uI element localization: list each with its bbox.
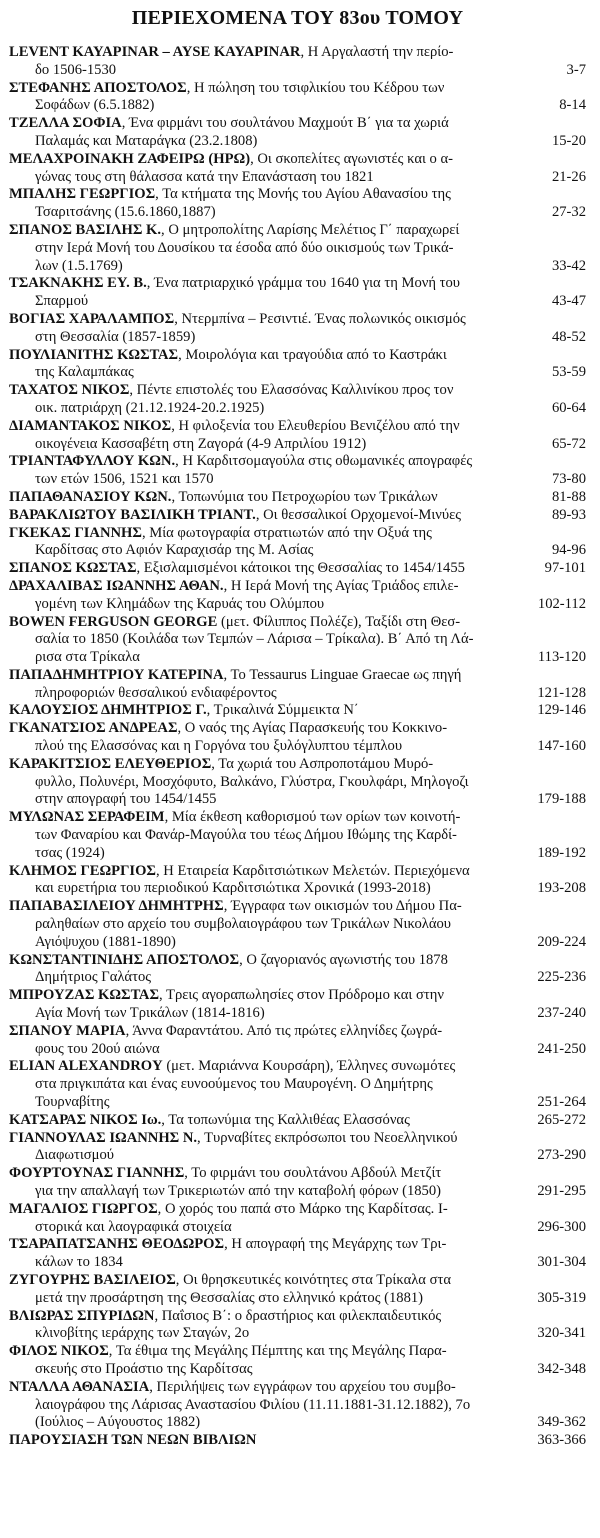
toc-entry	[9, 1201, 586, 1237]
toc-title-text: , Άννα Φαραντάτου. Από τις πρώτες ελληνίδες ζωγρά-	[125, 1022, 443, 1039]
toc-entry-first-line	[9, 222, 520, 240]
toc-author: ΠΟΥΛΙΑΝΙΤΗΣ ΚΩΣΤΑΣ	[9, 346, 179, 363]
toc-title-text: , Παΐσιος Β΄: ο δραστήριος και φιλεκπαιδευτικός	[154, 1307, 442, 1324]
toc-title-continuation: γώνας τους στη θάλασσα κατά την Επανάσταση του 1821	[35, 168, 374, 185]
toc-entry-first-line	[9, 702, 520, 720]
toc-author: ΣΠΑΝΟΥ ΜΑΡΙΑ	[9, 1022, 126, 1039]
toc-title-text: , Η πώληση του τσιφλικίου του Κέδρου των	[186, 79, 445, 96]
toc-title-text: , Το Tessaurus Linguae Graecae ως πηγή	[223, 666, 462, 683]
toc-title-continuation: στη Θεσσαλία (1857-1859)	[35, 328, 196, 345]
toc-entry	[9, 720, 586, 756]
toc-author: ΜΕΛΑΧΡΟΙΝΑΚΗ ΖΑΦΕΙΡΩ (ΗΡΩ)	[9, 150, 251, 167]
toc-page-range: 73-80	[551, 471, 586, 488]
toc-title-continuation: κάλων το 1834	[35, 1254, 123, 1271]
toc-author: ΠΑΠΑΘΑΝΑΣΙΟΥ ΚΩΝ.	[9, 488, 172, 505]
toc-page-range: 209-224	[537, 933, 586, 950]
toc-page-range: 89-93	[551, 506, 586, 523]
toc-page-range: 113-120	[537, 649, 586, 666]
toc-title-continuation: τσας (1924)	[35, 844, 105, 861]
toc-title-text: , Τοπωνύμια του Πετροχωρίου των Τρικάλων	[171, 488, 438, 505]
toc-entry	[9, 756, 586, 809]
toc-title-text: , Η Αργαλαστή την περίο-	[300, 44, 454, 60]
toc-title-text: , Η Εταιρεία Καρδιτσιώτικων Μελετών. Περιεχόμενα	[155, 862, 470, 879]
toc-title-continuation: στην Ιερά Μονή του Δουσίκου τα έσοδα από δύο οικισμούς των Τρικά-	[35, 239, 454, 256]
toc-entry	[9, 1432, 586, 1450]
toc-entry	[9, 418, 586, 454]
toc-entry-first-line	[9, 1272, 520, 1290]
toc-page-range: 320-341	[537, 1325, 586, 1342]
toc-title-continuation: Αγία Μονή των Τρικάλων (1814-1816)	[35, 1005, 265, 1022]
toc-title-continuation: Καρδίτσας στο Αφιόν Καραχισάρ της Μ. Ασίας	[35, 542, 314, 559]
toc-title-text: , Τα τοπωνύμια της Καλλιθέας Ελασσόνας	[161, 1111, 410, 1128]
toc-entry	[9, 667, 586, 703]
toc-entry-first-line	[9, 525, 520, 543]
toc-title-continuation: γομένη των Κλημάδων της Καρυάς του Ολύμπου	[35, 595, 325, 612]
toc-title-continuation: ρισα στα Τρίκαλα	[35, 649, 140, 666]
toc-author: ΦΟΥΡΤΟΥΝΑΣ ΓΙΑΝΝΗΣ	[9, 1165, 185, 1182]
toc-title-continuation: Τουρναβίτης	[35, 1094, 110, 1111]
toc-author: ΒΛΙΩΡΑΣ ΣΠΥΡΙΔΩΝ	[9, 1307, 155, 1324]
toc-entry	[9, 898, 586, 951]
toc-entry-first-line	[9, 80, 520, 98]
toc-entry	[9, 1236, 586, 1272]
toc-entry	[9, 525, 586, 561]
toc-page-range: 363-366	[537, 1432, 586, 1449]
toc-title-text: , Τα κτήματα της Μονής του Αγίου Αθανασίου της	[155, 186, 451, 203]
toc-entry	[9, 222, 586, 275]
toc-entry	[9, 863, 586, 899]
toc-entry	[9, 578, 586, 614]
toc-title-text: , Η φιλοξενία του Ελευθερίου Βενιζέλου από την	[171, 417, 460, 434]
toc-page-range: 48-52	[551, 328, 586, 345]
toc-title-text: , Ντερμπίνα – Ρεσιντιέ. Ένας πολωνικός οικισμός	[174, 310, 466, 327]
toc-entry	[9, 1130, 586, 1166]
toc-title-text: , Περιλήψεις των εγγράφων του αρχείου του συμβο-	[149, 1378, 456, 1395]
toc-title-continuation: Αγιόψυχου (1881-1890)	[35, 933, 176, 950]
toc-entry-first-line	[9, 1236, 520, 1254]
toc-title-continuation: Διαφωτισμού	[35, 1147, 114, 1164]
toc-entry-first-line	[9, 614, 520, 632]
toc-title-text: , Ο ζαγοριανός αγωνιστής του 1878	[239, 951, 448, 968]
toc-title-text: , Ένα πατριαρχικό γράμμα του 1640 για τη Μονή του	[146, 275, 461, 292]
toc-title-continuation: στα πριγκιπάτα και ένας ευνοούμενος του Μαυρογένη. Ο Δημήτρης	[35, 1076, 433, 1093]
toc-entry	[9, 1023, 586, 1059]
toc-page-range: 33-42	[551, 257, 586, 274]
toc-entry	[9, 80, 586, 116]
toc-author: ΓΚΑΝΑΤΣΙΟΣ ΑΝΔΡΕΑΣ	[9, 720, 178, 737]
toc-entry	[9, 347, 586, 383]
page-title: ΠΕΡΙΕΧΟΜΕΝΑ ΤΟΥ 83ου ΤΟΜΟΥ	[131, 7, 464, 29]
toc-entry-first-line	[9, 311, 520, 329]
toc-page-range: 60-64	[551, 399, 586, 416]
toc-author: ΜΠΡΟΥΖΑΣ ΚΩΣΤΑΣ	[9, 987, 159, 1004]
toc-page-range: 147-160	[537, 738, 586, 755]
toc-entry	[9, 1379, 586, 1432]
toc-entry-first-line	[9, 952, 520, 970]
toc-author: ΚΑΤΣΑΡΑΣ ΝΙΚΟΣ Ιω.	[9, 1111, 162, 1128]
toc-title-text: , Τα έθιμα της Μεγάλης Πέμπτης και της Μεγάλης Παρα-	[108, 1343, 447, 1360]
toc-title-text: , Τρεις αγοραπωλησίες στον Πρόδρομο και στην	[159, 987, 444, 1004]
toc-entry-first-line	[9, 382, 520, 400]
toc-author: ΚΩΝΣΤΑΝΤΙΝΙΔΗΣ ΑΠΟΣΤΟΛΟΣ	[9, 951, 240, 968]
toc-title-continuation: στορικά και λαογραφικά στοιχεία	[35, 1218, 232, 1235]
toc-title-continuation: των Φαναρίου και Φανάρ-Μαγούλα του τέως Δήμου Ιθώμης της Καρδί-	[35, 827, 457, 844]
toc-title-text: , Πέντε επιστολές του Ελασσόνας Καλλινίκου προς τον	[129, 382, 454, 399]
toc-entry	[9, 382, 586, 418]
toc-entry	[9, 186, 586, 222]
table-of-contents	[9, 44, 586, 1450]
toc-author: ΖΥΓΟΥΡΗΣ ΒΑΣΙΛΕΙΟΣ	[9, 1271, 176, 1288]
toc-title-text: , Τρικαλινά Σύμμεικτα Ν΄	[206, 702, 359, 719]
toc-page-range: 129-146	[537, 702, 586, 719]
toc-entry	[9, 1308, 586, 1344]
toc-page-range: 273-290	[537, 1147, 586, 1164]
toc-entry	[9, 489, 586, 507]
toc-author: ΠΑΠΑΒΑΣΙΛΕΙΟΥ ΔΗΜΗΤΡΗΣ	[9, 898, 224, 915]
toc-entry-first-line	[9, 1112, 520, 1130]
toc-title-continuation: Σπαρμού	[35, 293, 89, 310]
toc-entry	[9, 1272, 586, 1308]
toc-author: LEVENT KAYAPINAR – AYSE KAYAPINAR	[9, 44, 301, 60]
toc-author: ΜΠΑΛΗΣ ΓΕΩΡΓΙΟΣ	[9, 186, 156, 203]
toc-title-text: , Οι θεσσαλικοί Ορχομενοί-Μινύες	[255, 506, 462, 523]
toc-title-text: , Εξισλαμισμένοι κάτοικοι της Θεσσαλίας το 1454/1455	[136, 560, 465, 577]
toc-entry-first-line	[9, 578, 520, 596]
toc-entry-first-line	[9, 560, 520, 578]
toc-title-continuation: (Ιούλιος – Αύγουστος 1882)	[35, 1414, 201, 1431]
toc-title-continuation: των ετών 1506, 1521 και 1570	[35, 471, 214, 488]
toc-title-text: , Ένα φιρμάνι του σουλτάνου Μαχμούτ Β΄ για τα χωριά	[121, 115, 449, 132]
toc-page-range: 8-14	[559, 97, 586, 114]
toc-title-continuation: πληροφοριών θεσσαλικού ενδιαφέροντος	[35, 684, 277, 701]
toc-title-continuation: κλινοβίτης ιεράρχης των Σταγών, 2ο	[35, 1325, 250, 1342]
toc-author: BOWEN FERGUSON GEORGE	[9, 613, 218, 630]
toc-author: ΝΤΑΛΛΑ ΑΘΑΝΑΣΙΑ	[9, 1378, 150, 1395]
toc-entry-first-line	[9, 453, 520, 471]
toc-title-continuation: φους του 20ού αιώνα	[35, 1040, 160, 1057]
toc-title-text: , Μία έκθεση καθορισμού των ορίων των κοινοτή-	[164, 809, 461, 826]
toc-title-continuation: οικογένεια Κασσαβέτη στη Ζαγορά (4-9 Απριλίου 1912)	[35, 435, 367, 452]
toc-entry-first-line	[9, 44, 520, 62]
toc-title-continuation: της Καλαμπάκας	[35, 364, 134, 381]
toc-page-range: 94-96	[551, 542, 586, 559]
toc-entry-first-line	[9, 756, 520, 774]
toc-page-range: 349-362	[537, 1414, 586, 1431]
toc-page-range: 43-47	[551, 293, 586, 310]
toc-title-text: , Ο ναός της Αγίας Παρασκευής του Κοκκινο-	[177, 720, 448, 737]
toc-author: ΚΑΡΑΚΙΤΣΙΟΣ ΕΛΕΥΘΕΡΙΟΣ	[9, 755, 212, 772]
toc-author: ΣΤΕΦΑΝΗΣ ΑΠΟΣΤΟΛΟΣ	[9, 79, 187, 96]
toc-entry	[9, 507, 586, 525]
toc-entry	[9, 1058, 586, 1111]
toc-author: ΜΑΓΑΛΙΟΣ ΓΙΩΡΓΟΣ	[9, 1200, 158, 1217]
toc-entry	[9, 1165, 586, 1201]
toc-title-text: , Μοιρολόγια και τραγούδια από το Καστράκι	[178, 346, 447, 363]
toc-entry	[9, 809, 586, 862]
toc-entry-first-line	[9, 151, 520, 169]
toc-page-range: 265-272	[537, 1111, 586, 1128]
toc-entry	[9, 311, 586, 347]
toc-entry-first-line	[9, 1058, 520, 1076]
toc-entry-first-line	[9, 809, 520, 827]
toc-title-text: , Οι σκοπελίτες αγωνιστές και ο α-	[250, 150, 453, 167]
toc-page-range: 342-348	[537, 1360, 586, 1377]
toc-title-text: , Το φιρμάνι του σουλτάνου Αβδούλ Μετζίτ	[184, 1165, 442, 1182]
toc-page-range: 241-250	[537, 1040, 586, 1057]
toc-page-range: 15-20	[551, 132, 586, 149]
toc-title-text: (μετ. Μαριάννα Κουρσάρη), Έλληνες συνωμότες	[162, 1058, 456, 1075]
toc-title-text: , Η Ιερά Μονή της Αγίας Τριάδος επιλε-	[223, 577, 459, 594]
toc-entry-first-line	[9, 1379, 520, 1397]
toc-author: ΚΑΛΟΥΣΙΟΣ ΔΗΜΗΤΡΙΟΣ Γ.	[9, 702, 207, 719]
toc-page-range: 305-319	[537, 1289, 586, 1306]
toc-title-text: , Ο μητροπολίτης Λαρίσης Μελέτιος Γ΄ παραχωρεί	[161, 221, 460, 238]
toc-page-range: 65-72	[551, 435, 586, 452]
toc-title-continuation: δο 1506-1530	[35, 61, 117, 78]
toc-entry	[9, 115, 586, 151]
toc-entry	[9, 44, 586, 80]
toc-title-continuation: οικ. πατριάρχη (21.12.1924-20.2.1925)	[35, 399, 265, 416]
toc-title-continuation: λων (1.5.1769)	[35, 257, 123, 274]
toc-entry-first-line	[9, 1308, 520, 1326]
toc-author: ΜΥΛΩΝΑΣ ΣΕΡΑΦΕΙΜ	[9, 809, 165, 826]
toc-entry-first-line	[9, 1165, 520, 1183]
toc-entry	[9, 1343, 586, 1379]
toc-entry-first-line	[9, 1201, 520, 1219]
toc-entry-first-line	[9, 720, 520, 738]
toc-title-text: , Μία φωτογραφία στρατιωτών από την Οξυά της	[141, 524, 432, 541]
toc-title-continuation: ραληθαίων στο αρχείο του συμβολαιογράφου των Τρικάλων Νικολάου	[35, 916, 452, 933]
toc-title-continuation: Δημήτριος Γαλάτος	[35, 969, 152, 986]
toc-entry-first-line	[9, 507, 520, 525]
toc-author: ΒΑΡΑΚΛΙΩΤΟΥ ΒΑΣΙΛΙΚΗ ΤΡΙΑΝΤ.	[9, 506, 256, 523]
toc-author: ΤΑΧΑΤΟΣ ΝΙΚΟΣ	[9, 382, 130, 399]
toc-title-text: , Η απογραφή της Μεγάρχης των Τρι-	[224, 1236, 447, 1253]
toc-title-text: , Τα χωριά του Ασπροποτάμου Μυρό-	[211, 755, 434, 772]
toc-page-range: 193-208	[537, 880, 586, 897]
toc-author: ΣΠΑΝΟΣ ΒΑΣΙΛΗΣ Κ.	[9, 221, 162, 238]
toc-title-text: , Τυρναβίτες εκπρόσωποι του Νεοελληνικού	[197, 1129, 458, 1146]
toc-title-continuation: μετά την προσάρτηση της Θεσσαλίας στο ελληνικό κράτος (1881)	[35, 1289, 424, 1306]
toc-entry-first-line	[9, 898, 520, 916]
toc-entry	[9, 560, 586, 578]
toc-page-range: 189-192	[537, 844, 586, 861]
toc-title-continuation: πλού της Ελασσόνας και η Γοργόνα του ξυλόγλυπτου τέμπλου	[35, 738, 403, 755]
toc-title-continuation: σκευής στο Προάστιο της Καρδίτσας	[35, 1360, 253, 1377]
toc-title-text: , Οι θρησκευτικές κοινότητες στα Τρίκαλα στα	[175, 1271, 451, 1288]
toc-author: ΤΣΑΡΑΠΑΤΣΑΝΗΣ ΘΕΟΔΩΡΟΣ	[9, 1236, 225, 1253]
toc-title-continuation: για την απαλλαγή των Τρικεριωτών από την καταβολή φόρων (1850)	[35, 1183, 441, 1199]
toc-title-continuation: σαλία το 1850 (Κοιλάδα των Τεμπών – Λάρισα – Τρίκαλα). Β΄ Από τη Λά-	[35, 631, 474, 648]
toc-entry	[9, 702, 586, 720]
toc-entry-first-line	[9, 186, 520, 204]
toc-entry	[9, 1112, 586, 1130]
toc-author: ΔΡΑΧΑΛΙΒΑΣ ΙΩΑΝΝΗΣ ΑΘΑΝ.	[9, 577, 224, 594]
toc-entry-first-line	[9, 275, 520, 293]
toc-entry-first-line	[9, 987, 520, 1005]
toc-author: ELIAN ALEXANDROY	[9, 1058, 163, 1075]
toc-entry	[9, 453, 586, 489]
toc-entry-first-line	[9, 1130, 520, 1148]
toc-entry	[9, 952, 586, 988]
toc-entry-first-line	[9, 489, 520, 507]
toc-author: ΓΚΕΚΑΣ ΓΙΑΝΝΗΣ	[9, 524, 142, 541]
toc-author: ΚΛΗΜΟΣ ΓΕΩΡΓΙΟΣ	[9, 862, 156, 879]
toc-page-range: 27-32	[551, 204, 586, 221]
toc-title-text: , Η Καρδιτσομαγούλα στις οθωμανικές απογραφές	[175, 453, 473, 470]
toc-page-range: 251-264	[537, 1094, 586, 1111]
toc-page-range: 225-236	[537, 969, 586, 986]
toc-title-continuation: Παλαμάς και Ματαράγκα (23.2.1808)	[35, 132, 258, 149]
toc-author: ΠΑΡΟΥΣΙΑΣΗ ΤΩΝ ΝΕΩΝ ΒΙΒΛΙΩΝ	[9, 1432, 257, 1449]
toc-title-continuation: φυλλο, Πολυνέρι, Μοσχόφυτο, Βαλκάνο, Γλύστρα, Γκουλφάρι, Μηλογοζι	[35, 773, 469, 790]
toc-author: ΣΠΑΝΟΣ ΚΩΣΤΑΣ	[9, 560, 137, 577]
toc-entry-first-line	[9, 347, 520, 365]
toc-entry-first-line	[9, 1343, 520, 1361]
toc-author: ΦΙΛΟΣ ΝΙΚΟΣ	[9, 1343, 109, 1360]
toc-entry	[9, 275, 586, 311]
toc-page-range: 21-26	[551, 168, 586, 185]
toc-entry-first-line	[9, 863, 520, 881]
toc-page-range: 3-7	[566, 61, 586, 78]
toc-entry	[9, 151, 586, 187]
toc-title-continuation: στην απογραφή του 1454/1455	[35, 791, 217, 808]
toc-author: ΠΑΠΑΔΗΜΗΤΡΙΟΥ ΚΑΤΕΡΙΝΑ	[9, 666, 224, 683]
toc-title-text: , Έγγραφα των οικισμών του Δήμου Πα-	[223, 898, 462, 915]
toc-entry-first-line	[9, 1432, 520, 1450]
toc-author: ΤΖΕΛΛΑ ΣΟΦΙΑ	[9, 115, 122, 132]
toc-page-range: 179-188	[537, 791, 586, 808]
toc-entry-first-line	[9, 1023, 520, 1041]
toc-page-range: 53-59	[551, 364, 586, 381]
toc-page-range: 237-240	[537, 1005, 586, 1022]
toc-title-continuation: και ευρετήρια του περιοδικού Καρδιτσιώτικα Χρονικά (1993-2018)	[35, 880, 431, 897]
toc-page-range: 81-88	[551, 488, 586, 505]
toc-page-range: 102-112	[537, 595, 586, 612]
toc-author: ΔΙΑΜΑΝΤΑΚΟΣ ΝΙΚΟΣ	[9, 417, 172, 434]
toc-page-range: 296-300	[537, 1218, 586, 1235]
toc-page-range: 291-295	[537, 1183, 586, 1199]
toc-author: ΤΣΑΚΝΑΚΗΣ ΕΥ. Β.	[9, 275, 147, 292]
toc-title-text: (μετ. Φίλιππος Πολέζε), Ταξίδι στη Θεσ-	[217, 613, 461, 630]
toc-author: ΤΡΙΑΝΤΑΦΥΛΛΟΥ ΚΩΝ.	[9, 453, 176, 470]
toc-title-continuation: Τσαριτσάνης (15.6.1860,1887)	[35, 204, 216, 221]
toc-entry-first-line	[9, 418, 520, 436]
toc-entry	[9, 987, 586, 1023]
toc-title-text: , Ο χορός του παπά στο Μάρκο της Καρδίτσας. Ι-	[157, 1200, 448, 1217]
toc-page-range: 97-101	[544, 560, 586, 577]
toc-title-continuation: Σοφάδων (6.5.1882)	[35, 97, 155, 114]
toc-page-range: 121-128	[537, 684, 586, 701]
toc-page-range: 301-304	[537, 1254, 586, 1271]
toc-entry-first-line	[9, 667, 520, 685]
toc-entry-first-line	[9, 115, 520, 133]
toc-author: ΒΟΓΙΑΣ ΧΑΡΑΛΑΜΠΟΣ	[9, 310, 175, 327]
toc-entry	[9, 614, 586, 667]
toc-title-continuation: λαιογράφου της Λάρισας Αναστασίου Φιλίου (11.11.1881-31.12.1882), 7ο	[35, 1396, 471, 1413]
toc-author: ΓΙΑΝΝΟΥΛΑΣ ΙΩΑΝΝΗΣ Ν.	[9, 1129, 198, 1146]
